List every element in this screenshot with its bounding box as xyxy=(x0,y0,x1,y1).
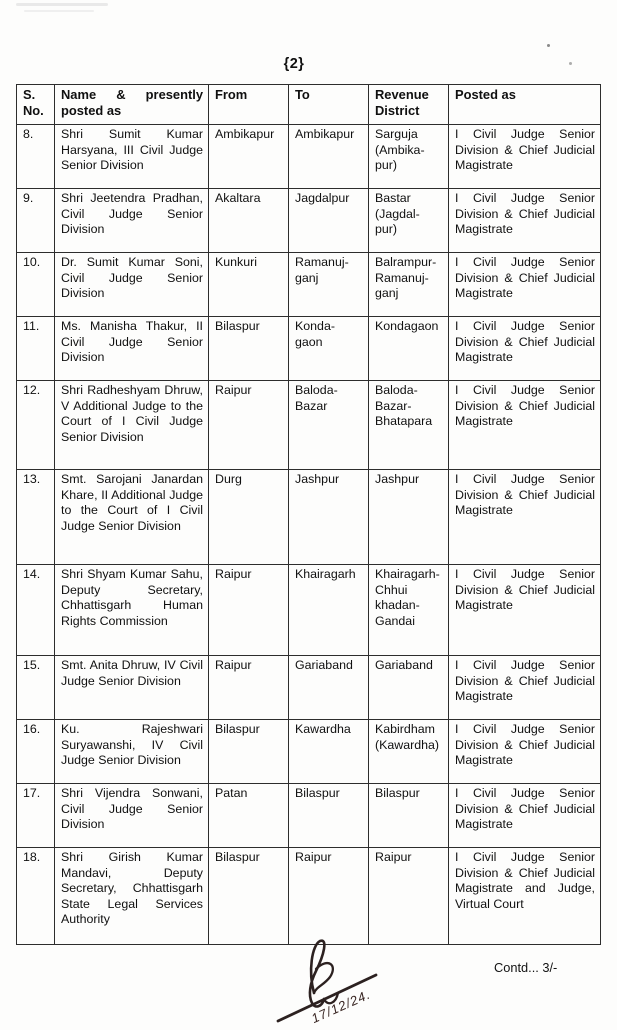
table-row xyxy=(17,189,601,253)
cell-district: Kabirdham (Kawardha) xyxy=(369,720,449,784)
cell-district: Bilaspur xyxy=(369,784,449,848)
cell-posted: I Civil Judge Senior Division & Chief Judicial Magistrate and Judge, Virtual Court xyxy=(449,848,601,945)
header-row xyxy=(17,85,601,125)
transfer-table xyxy=(16,84,601,945)
cell-posted: I Civil Judge Senior Division & Chief Judicial Magistrate xyxy=(449,720,601,784)
cell-posted: I Civil Judge Senior Division & Chief Judicial Magistrate xyxy=(449,317,601,381)
scan-smudge xyxy=(24,10,94,12)
cell-to: Gariaband xyxy=(289,656,369,720)
column-header-from: From xyxy=(209,85,289,125)
cell-name: Ku. Rajeshwari Suryawanshi, IV Civil Judge Senior Division xyxy=(55,720,209,784)
scan-smudge xyxy=(16,3,108,6)
cell-name: Shri Sumit Kumar Harsyana, III Civil Judge Senior Division xyxy=(55,125,209,189)
cell-posted: I Civil Judge Senior Division & Chief Judicial Magistrate xyxy=(449,656,601,720)
scan-speck xyxy=(547,44,550,47)
cell-from: Bilaspur xyxy=(209,317,289,381)
cell-from: Bilaspur xyxy=(209,848,289,945)
contd-label: Contd... 3/- xyxy=(494,960,558,975)
table-row xyxy=(17,784,601,848)
cell-sno: 16. xyxy=(17,720,55,784)
page-number: {2} xyxy=(283,56,305,72)
cell-district: Kondagaon xyxy=(369,317,449,381)
cell-from: Raipur xyxy=(209,656,289,720)
table-row xyxy=(17,381,601,470)
cell-to: Ambikapur xyxy=(289,125,369,189)
column-header-sno: S. No. xyxy=(17,85,55,125)
cell-sno: 18. xyxy=(17,848,55,945)
table-row xyxy=(17,565,601,656)
cell-district: Balrampur- Ramanuj- ganj xyxy=(369,253,449,317)
cell-to: Baloda- Bazar xyxy=(289,381,369,470)
column-header-name: Name & presently posted as xyxy=(55,85,209,125)
cell-from: Durg xyxy=(209,470,289,565)
cell-sno: 13. xyxy=(17,470,55,565)
cell-posted: I Civil Judge Senior Division & Chief Judicial Magistrate xyxy=(449,784,601,848)
cell-posted: I Civil Judge Senior Division & Chief Judicial Magistrate xyxy=(449,125,601,189)
cell-sno: 17. xyxy=(17,784,55,848)
cell-name: Shri Vijendra Sonwani, Civil Judge Senior Division xyxy=(55,784,209,848)
cell-name: Dr. Sumit Kumar Soni, Civil Judge Senior Division xyxy=(55,253,209,317)
cell-to: Jashpur xyxy=(289,470,369,565)
cell-to: Kawardha xyxy=(289,720,369,784)
cell-name: Shri Jeetendra Pradhan, Civil Judge Senior Division xyxy=(55,189,209,253)
table-row xyxy=(17,720,601,784)
cell-name: Shri Radheshyam Dhruw, V Additional Judge to the Court of I Civil Judge Senior Division xyxy=(55,381,209,470)
cell-district: Khairagarh- Chhui khadan- Gandai xyxy=(369,565,449,656)
cell-posted: I Civil Judge Senior Division & Chief Judicial Magistrate xyxy=(449,381,601,470)
cell-district: Gariaband xyxy=(369,656,449,720)
signature-block xyxy=(258,933,428,1025)
cell-from: Raipur xyxy=(209,381,289,470)
table-row xyxy=(17,253,601,317)
table-header xyxy=(17,85,601,125)
cell-sno: 8. xyxy=(17,125,55,189)
cell-posted: I Civil Judge Senior Division & Chief Judicial Magistrate xyxy=(449,189,601,253)
cell-posted: I Civil Judge Senior Division & Chief Judicial Magistrate xyxy=(449,565,601,656)
cell-from: Kunkuri xyxy=(209,253,289,317)
cell-to: Khairagarh xyxy=(289,565,369,656)
cell-sno: 9. xyxy=(17,189,55,253)
cell-district: Baloda- Bazar- Bhatapara xyxy=(369,381,449,470)
cell-sno: 11. xyxy=(17,317,55,381)
cell-name: Ms. Manisha Thakur, II Civil Judge Senior Division xyxy=(55,317,209,381)
cell-to: Ramanuj- ganj xyxy=(289,253,369,317)
cell-sno: 10. xyxy=(17,253,55,317)
column-header-posted: Posted as xyxy=(449,85,601,125)
column-header-to: To xyxy=(289,85,369,125)
cell-name: Smt. Sarojani Janardan Khare, II Additional Judge to the Court of I Civil Judge Senior Division xyxy=(55,470,209,565)
cell-sno: 15. xyxy=(17,656,55,720)
cell-from: Ambikapur xyxy=(209,125,289,189)
cell-district: Jashpur xyxy=(369,470,449,565)
cell-from: Patan xyxy=(209,784,289,848)
cell-to: Konda- gaon xyxy=(289,317,369,381)
cell-from: Akaltara xyxy=(209,189,289,253)
cell-posted: I Civil Judge Senior Division & Chief Judicial Magistrate xyxy=(449,253,601,317)
table-row xyxy=(17,317,601,381)
cell-from: Bilaspur xyxy=(209,720,289,784)
cell-to: Jagdalpur xyxy=(289,189,369,253)
cell-district: Raipur xyxy=(369,848,449,945)
transfer-table-body xyxy=(17,125,601,945)
column-header-district: Revenue District xyxy=(369,85,449,125)
cell-to: Raipur xyxy=(289,848,369,945)
cell-name: Shri Girish Kumar Mandavi, Deputy Secretary, Chhattisgarh State Legal Services Authority xyxy=(55,848,209,945)
signature-image xyxy=(258,933,428,1025)
cell-name: Smt. Anita Dhruw, IV Civil Judge Senior Division xyxy=(55,656,209,720)
table-row xyxy=(17,125,601,189)
table-row xyxy=(17,848,601,945)
table-row xyxy=(17,656,601,720)
cell-posted: I Civil Judge Senior Division & Chief Judicial Magistrate xyxy=(449,470,601,565)
cell-name: Shri Shyam Kumar Sahu, Deputy Secretary, Chhattisgarh Human Rights Commission xyxy=(55,565,209,656)
signature-date: 17/12/24. xyxy=(308,986,373,1025)
cell-from: Raipur xyxy=(209,565,289,656)
cell-district: Sarguja (Ambika- pur) xyxy=(369,125,449,189)
cell-sno: 14. xyxy=(17,565,55,656)
cell-to: Bilaspur xyxy=(289,784,369,848)
cell-district: Bastar (Jagdal- pur) xyxy=(369,189,449,253)
cell-sno: 12. xyxy=(17,381,55,470)
table-row xyxy=(17,470,601,565)
